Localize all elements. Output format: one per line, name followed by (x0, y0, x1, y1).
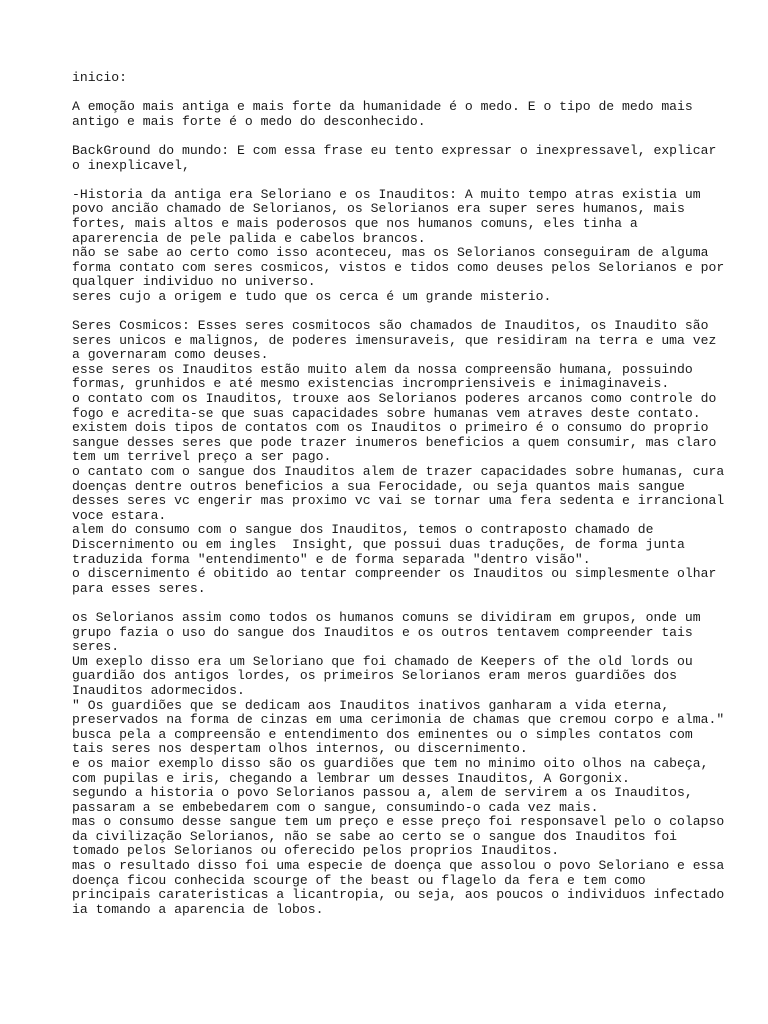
text-line: o contato com os Inauditos, trouxe aos Selorianos poderes arcanos como controle do (72, 391, 717, 407)
text-line: o discernimento é obitido ao tentar compreender os Inauditos ou simplesmente olhar (72, 566, 717, 582)
text-line: doença ficou conhecida scourge of the beast ou flagelo da fera e tem como (72, 872, 646, 888)
text-line: aparerencia de pele palida e cabelos brancos. (72, 230, 426, 246)
text-line: desses seres vc engerir mas proximo vc vai se tornar uma fera sedenta e irrancional (72, 493, 725, 509)
paragraph (72, 318, 725, 596)
text-line: BackGround do mundo: E com essa frase eu tento expressar o inexpressavel, explicar (72, 142, 717, 158)
text-line: forma contato com seres cosmicos, vistos e tidos como deuses pelos Selorianos e por (72, 259, 725, 275)
document-page (72, 70, 725, 932)
text-line: sangue desses seres que pode trazer inumeros beneficios a quem consumir, mas claro (72, 434, 717, 450)
text-line: traduzida forma "entendimento" e de forma separada "dentro visão". (72, 551, 591, 567)
text-line: existem dois tipos de contatos com os Inauditos o primeiro é o consumo do proprio (72, 420, 709, 436)
text-line: antigo e mais forte é o medo do desconhecido. (72, 113, 426, 129)
text-line: seres cujo a origem e tudo que os cerca é um grande misterio. (72, 288, 552, 304)
text-line: fogo e acredita-se que suas capacidades sobre humanas vem atraves deste contato. (72, 405, 701, 421)
text-line: doenças dentre outros beneficios a sua Ferocidade, ou seja quantos mais sangue (72, 478, 685, 494)
text-line: os Selorianos assim como todos os humanos comuns se dividiram em grupos, onde um (72, 609, 701, 625)
text-line: seres. (72, 639, 120, 655)
text-line: alem do consumo com o sangue dos Inauditos, temos o contraposto chamado de (72, 522, 654, 538)
text-line: Inauditos adormecidos. (72, 682, 245, 698)
text-line: preservados na forma de cinzas em uma cerimonia de chamas que cremou corpo e alma." (72, 712, 725, 728)
text-line: povo ancião chamado de Selorianos, os Selorianos era super seres humanos, mais (72, 201, 685, 217)
text-line: da civilização Selorianos, não se sabe ao certo se o sangue dos Inauditos foi (72, 828, 678, 844)
text-line: o cantato com o sangue dos Inauditos alem de trazer capacidades sobre humanas, cura (72, 464, 725, 480)
text-line: busca pela a compreensão e entendimento dos eminentes ou o simples contatos com (72, 726, 693, 742)
text-line: voce estara. (72, 507, 167, 523)
text-line: Discernimento ou em ingles Insight, que possui duas traduções, de forma junta (72, 537, 685, 552)
text-line: principais carateristicas a licantropia, ou seja, aos poucos o individuos infectado (72, 887, 725, 903)
text-line: guardião dos antigos lordes, os primeiros Selorianos eram meros guardiões dos (72, 668, 678, 684)
text-line: segundo a historia o povo Selorianos passou a, alem de servirem a os Inauditos, (72, 785, 693, 801)
text-line: -Historia da antiga era Seloriano e os Inauditos: A muito tempo atras existia um (72, 186, 701, 202)
text-line: ia tomando a aparencia de lobos. (72, 901, 324, 917)
text-line: mas o consumo desse sangue tem um preço e esse preço foi responsavel pelo o colapso (72, 814, 725, 830)
text-line: passaram a se embebedarem com o sangue, consumindo-o cada vez mais. (72, 799, 599, 815)
text-line: grupo fazia o uso do sangue dos Inauditos e os outros tentavem compreender tais (72, 624, 693, 640)
text-line: formas, grunhidos e até mesmo existencias incrompriensiveis e inimaginaveis. (72, 376, 670, 392)
paragraph (72, 186, 725, 305)
paragraph (72, 609, 725, 917)
text-line: com pupilas e iris, chegando a lembrar um desses Inauditos, A Gorgonix. (72, 770, 630, 786)
paragraph (72, 100, 712, 129)
text-line: A emoção mais antiga e mais forte da humanidade é o medo. E o tipo de medo mais (72, 99, 693, 115)
text-line: esse seres os Inauditos estão muito alem da nossa compreensão humana, possuindo (72, 361, 693, 377)
paragraph (72, 142, 717, 173)
text-line: para esses seres. (72, 580, 206, 596)
text-line: o inexplicavel, (72, 157, 190, 173)
text-line: tem um terrivel preço a ser pago. (72, 449, 332, 465)
text-line: e os maior exemplo disso são os guardiões que tem no minimo oito olhos na cabeça, (72, 755, 709, 771)
text-line: a governaram como deuses. (72, 347, 269, 363)
text-line: fortes, mais altos e mais poderosos que nos humanos comuns, eles tinha a (72, 215, 638, 231)
text-line: inicio: (72, 70, 128, 85)
document-heading (72, 71, 712, 86)
text-line: qualquer individuo no universo. (72, 274, 316, 290)
text-line: " Os guardiões que se dedicam aos Inauditos inativos ganharam a vida eterna, (72, 697, 670, 713)
text-line: tomado pelos Selorianos ou oferecido pelos proprios Inauditos. (72, 843, 560, 859)
text-line: mas o resultado disso foi uma especie de doença que assolou o povo Seloriano e essa (72, 858, 725, 874)
text-line: Seres Cosmicos: Esses seres cosmitocos são chamados de Inauditos, os Inaudito são (72, 318, 709, 334)
text-line: seres unicos e malignos, de poderes imensuraveis, que residiram na terra e uma vez (72, 332, 717, 348)
text-line: tais seres nos despertam olhos internos, ou discernimento. (72, 741, 528, 757)
text-line: não se sabe ao certo como isso aconteceu, mas os Selorianos conseguiram de alguma (72, 245, 709, 261)
text-line: Um exeplo disso era um Seloriano que foi chamado de Keepers of the old lords ou (72, 653, 693, 669)
